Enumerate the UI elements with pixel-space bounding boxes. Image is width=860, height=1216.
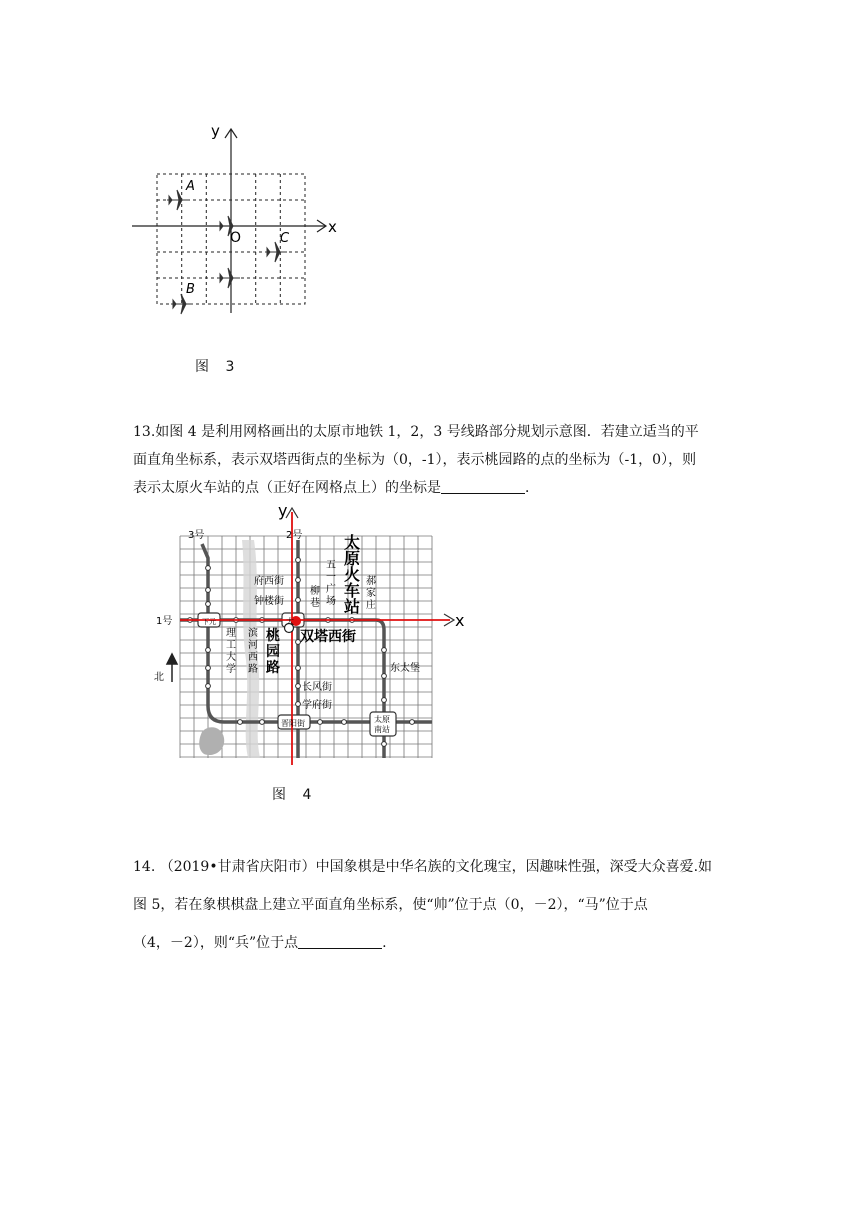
answer-blank[interactable] xyxy=(298,934,382,949)
fuxi-label: 府西街 xyxy=(254,576,284,587)
airplane-icon xyxy=(171,294,193,314)
svg-text:西: 西 xyxy=(248,652,258,663)
svg-text:郝: 郝 xyxy=(366,576,376,587)
svg-text:园: 园 xyxy=(266,644,280,660)
shuangta-label: 双塔西街 xyxy=(300,629,356,645)
liuxiang-label xyxy=(310,584,320,609)
jinyang-label: 晋阳街 xyxy=(281,719,305,728)
svg-text:家: 家 xyxy=(366,588,376,599)
svg-text:巷: 巷 xyxy=(310,598,320,609)
question-14-line-2: 图 5，若在象棋棋盘上建立平面直角坐标系，使“帅”位于点（0，－2），“马”位于点 xyxy=(133,897,648,913)
y-axis-label: y xyxy=(211,122,220,140)
question-13-line-2: 面直角坐标系，表示双塔西街点的坐标为（0，-1），表示桃园路的点的坐标为（-1，0），则 xyxy=(133,452,697,468)
north-arrow-icon xyxy=(167,654,177,682)
line-1-label: 1号 xyxy=(156,616,173,627)
da-label: 大 xyxy=(286,617,294,626)
taiyuan-south-line1: 太原 xyxy=(374,715,390,724)
xiayuan-label: 下元 xyxy=(202,618,216,626)
svg-text:广: 广 xyxy=(326,584,336,595)
question-13-line-1: 13.如图 4 是利用网格画出的太原市地铁 1，2，3 号线路部分规划示意图．若建立适当的平 xyxy=(133,424,699,440)
point-c-label: C xyxy=(280,231,290,246)
svg-text:场: 场 xyxy=(326,596,336,607)
svg-text:太: 太 xyxy=(344,533,361,552)
point-b-label: B xyxy=(186,282,195,297)
question-14-line-3 xyxy=(133,924,712,962)
answer-blank[interactable] xyxy=(441,479,525,494)
question-13 xyxy=(133,418,699,502)
line-2-label: 2号 xyxy=(286,530,303,541)
changfeng-label: 长风街 xyxy=(302,682,332,693)
svg-text:站: 站 xyxy=(344,597,361,616)
question-13-text: 表示太原火车站的点（正好在网格点上）的坐标是 xyxy=(133,480,441,496)
hao-label xyxy=(366,574,376,611)
svg-text:五: 五 xyxy=(326,560,336,571)
svg-text:桃: 桃 xyxy=(266,628,280,644)
svg-text:路: 路 xyxy=(266,660,280,676)
question-14 xyxy=(133,848,712,962)
question-14-end: . xyxy=(382,935,387,951)
svg-text:火: 火 xyxy=(344,565,361,584)
svg-text:学: 学 xyxy=(226,664,236,675)
park-shape xyxy=(199,727,224,755)
svg-text:柳: 柳 xyxy=(310,586,320,597)
svg-text:车: 车 xyxy=(344,581,361,600)
taiyuan-south-line2: 南站 xyxy=(374,725,390,734)
svg-text:河: 河 xyxy=(248,640,258,651)
question-13-line-3 xyxy=(133,474,699,502)
figure-3-plane xyxy=(120,118,340,318)
x-axis-label: x xyxy=(328,218,337,236)
question-14-text: （4，－2），则“兵”位于点 xyxy=(133,935,299,951)
line-3-label: 3号 xyxy=(188,530,205,541)
zhonglou-label: 钟楼街 xyxy=(254,596,284,607)
taiyuan-station-label xyxy=(344,533,360,616)
svg-text:路: 路 xyxy=(248,664,258,675)
airplane-icon xyxy=(218,268,240,288)
svg-text:大: 大 xyxy=(226,652,236,663)
svg-text:一: 一 xyxy=(326,572,336,583)
origin-label: O xyxy=(230,230,242,246)
question-13-end: ． xyxy=(525,480,539,496)
north-label: 北 xyxy=(154,672,164,683)
xuefu-label: 学府街 xyxy=(302,700,332,711)
y-axis-label: y xyxy=(278,501,288,520)
figure-4-caption: 图 4 xyxy=(272,787,318,803)
taoyuan-label xyxy=(266,627,280,676)
svg-text:工: 工 xyxy=(226,640,236,651)
svg-text:滨: 滨 xyxy=(248,628,258,639)
x-axis-label: x xyxy=(455,611,465,630)
question-14-line-1: 14. （2019•甘肃省庆阳市）中国象棋是中华名族的文化瑰宝，因趣味性强，深受大众喜爱.如 xyxy=(133,859,713,875)
svg-text:理: 理 xyxy=(226,628,236,639)
point-a-label: A xyxy=(186,179,195,194)
svg-text:庄: 庄 xyxy=(366,600,376,611)
wuyi-label xyxy=(326,559,336,607)
svg-text:原: 原 xyxy=(344,549,361,568)
ligong-label xyxy=(226,627,236,675)
dongtaibao-label: 东太堡 xyxy=(390,663,420,674)
figure-4-metro-map xyxy=(150,500,480,770)
binhe-label xyxy=(248,626,258,675)
figure-3-caption: 图 3 xyxy=(195,359,241,375)
